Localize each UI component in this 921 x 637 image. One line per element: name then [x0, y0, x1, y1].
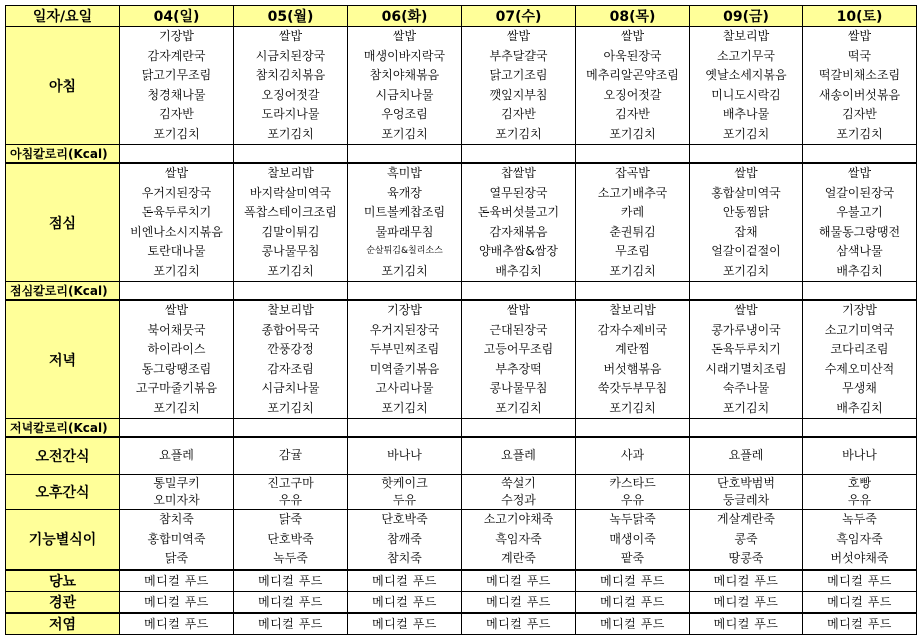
menu-cell [462, 475, 576, 510]
menu-item: 포기김치 [609, 400, 656, 415]
low-salt-row [6, 613, 917, 635]
menu-cell [348, 163, 462, 282]
menu-item: 감자채볶음 [489, 224, 548, 239]
menu-cell [576, 163, 690, 282]
menu-item: 감자수제비국 [597, 322, 668, 337]
menu-item: 단호박죽 [267, 531, 314, 546]
diet-cell: 메디컬 푸드 [234, 570, 348, 592]
menu-item: 감자계란국 [147, 48, 206, 63]
diet-cell: 메디컬 푸드 [690, 613, 803, 635]
menu-item: 시금치나물 [375, 87, 434, 102]
menu-item: 배추나물 [722, 107, 770, 121]
menu-item: 돈육두루치기 [141, 205, 212, 219]
menu-item: 닭고기무조림 [141, 68, 212, 82]
menu-item: 우거지된장국 [141, 185, 212, 200]
menu-item: 돈육버섯불고기 [477, 205, 560, 219]
menu-item: 김자반 [501, 107, 536, 121]
menu-item: 포기김치 [267, 400, 314, 415]
menu-cell [348, 437, 462, 475]
menu-item: 근대된장국 [489, 322, 548, 337]
menu-item: 우유 [620, 493, 645, 507]
menu-item: 닭죽 [164, 551, 189, 565]
menu-item: 코다리조림 [830, 342, 889, 356]
menu-item: 감자조림 [267, 361, 314, 376]
calorie-cell [234, 282, 348, 301]
menu-item: 땅콩죽 [728, 551, 764, 565]
menu-item: 쌀밥 [620, 29, 645, 43]
diet-cell: 메디컬 푸드 [348, 591, 462, 613]
menu-item: 얼갈이겉절이 [711, 244, 781, 258]
menu-item: 오미자차 [153, 493, 200, 507]
menu-item: 포기김치 [722, 126, 770, 141]
menu-item: 요플레 [159, 448, 194, 463]
menu-cell [576, 300, 690, 419]
header-row [6, 6, 917, 27]
menu-item: 흑미밥 [387, 166, 422, 180]
calorie-cell [462, 145, 576, 164]
menu-item: 흑임자죽 [495, 531, 542, 546]
menu-item: 홍합살미역국 [711, 185, 781, 200]
menu-item: 김자반 [615, 107, 650, 121]
menu-item: 쌀밥 [847, 29, 872, 43]
menu-item: 잡곡밥 [615, 166, 650, 180]
row-label: 저녁 [6, 300, 120, 419]
menu-item: 우유 [278, 493, 303, 507]
header-day: 08(목) [576, 6, 690, 27]
diet-cell: 메디컬 푸드 [803, 570, 917, 592]
menu-item: 순살튀김&칠리소스 [366, 246, 443, 256]
menu-item: 열무된장국 [489, 185, 548, 200]
menu-item: 녹두죽 [842, 512, 877, 526]
menu-item: 배추김치 [495, 263, 542, 278]
menu-item: 얼갈이된장국 [824, 185, 895, 200]
diet-cell: 메디컬 푸드 [690, 570, 803, 592]
menu-cell [120, 437, 234, 475]
menu-item: 두유 [392, 493, 417, 507]
menu-cell [576, 510, 690, 570]
menu-item: 부추장떡 [495, 361, 542, 376]
menu-item: 돈육두루치기 [711, 342, 781, 356]
header-day: 10(토) [803, 6, 917, 27]
menu-cell [120, 163, 234, 282]
menu-cell [234, 163, 348, 282]
menu-item: 참치김치볶음 [255, 68, 326, 82]
menu-item: 김말이튀김 [261, 224, 320, 239]
menu-item: 쑥갓두부무침 [597, 381, 668, 395]
menu-item: 김자반 [842, 107, 877, 121]
menu-item: 요플레 [728, 448, 764, 463]
dinner-calorie-row [6, 419, 917, 438]
menu-item: 참치죽 [387, 551, 422, 565]
menu-item: 종합어묵국 [261, 322, 320, 337]
diet-cell: 메디컬 푸드 [348, 570, 462, 592]
menu-item: 흑임자죽 [836, 531, 883, 546]
menu-cell [803, 27, 917, 145]
menu-item: 매생이바지락국 [363, 48, 446, 63]
menu-cell [348, 300, 462, 419]
diet-cell: 메디컬 푸드 [803, 591, 917, 613]
menu-item: 아욱된장국 [603, 48, 662, 63]
menu-item: 닭죽 [278, 512, 303, 526]
menu-item: 포기김치 [722, 263, 770, 278]
menu-item: 쌀밥 [847, 166, 872, 180]
menu-cell [803, 300, 917, 419]
menu-item: 떡갈비채소조림 [818, 68, 901, 82]
diet-cell: 메디컬 푸드 [234, 591, 348, 613]
menu-item: 콩나물무침 [261, 244, 320, 258]
menu-item: 진고구마 [267, 476, 314, 490]
menu-item: 숙주나물 [722, 381, 770, 395]
menu-item: 참치죽 [159, 512, 194, 526]
calorie-cell [234, 145, 348, 164]
menu-item: 쌀밥 [734, 166, 758, 180]
row-label: 당뇨 [6, 570, 120, 592]
menu-item: 카스타드 [609, 476, 656, 490]
menu-item: 김자반 [159, 107, 194, 121]
menu-cell [120, 510, 234, 570]
menu-cell [690, 475, 803, 510]
menu-item: 미역줄기볶음 [369, 361, 440, 376]
menu-cell [803, 163, 917, 282]
menu-item: 포기김치 [609, 126, 656, 141]
calorie-cell [462, 419, 576, 438]
menu-item: 포기김치 [381, 263, 428, 278]
menu-cell [576, 475, 690, 510]
menu-cell [234, 437, 348, 475]
menu-cell [234, 475, 348, 510]
menu-item: 비엔나소시지볶음 [130, 224, 223, 239]
header-day: 04(일) [120, 6, 234, 27]
menu-item: 쌀밥 [506, 29, 531, 43]
calorie-cell [690, 145, 803, 164]
diet-cell: 메디컬 푸드 [803, 613, 917, 635]
calorie-cell [690, 419, 803, 438]
menu-item: 포기김치 [722, 400, 770, 415]
menu-item: 토란대나물 [147, 244, 206, 258]
menu-item: 포기김치 [153, 263, 200, 278]
menu-item: 단호박죽 [381, 512, 428, 526]
row-label: 저녁칼로리(Kcal) [6, 419, 120, 438]
menu-cell [690, 510, 803, 570]
menu-item: 바지락살미역국 [249, 185, 332, 200]
menu-cell [690, 300, 803, 419]
row-label: 오전간식 [6, 437, 120, 475]
menu-item: 우거지된장국 [369, 322, 440, 337]
menu-cell [803, 437, 917, 475]
menu-item: 잡채 [734, 224, 758, 239]
menu-item: 호빵 [847, 476, 872, 490]
menu-item: 사과 [620, 448, 645, 463]
menu-item: 단호박범벅 [717, 476, 775, 490]
menu-item: 기장밥 [159, 29, 194, 43]
menu-item: 기장밥 [842, 303, 877, 317]
menu-item: 북어채뭇국 [147, 322, 206, 337]
menu-item: 핫케이크 [381, 476, 428, 490]
menu-cell [348, 27, 462, 145]
menu-item: 소고기무국 [717, 48, 775, 63]
menu-cell [576, 437, 690, 475]
calorie-cell [348, 145, 462, 164]
header-day: 06(화) [348, 6, 462, 27]
calorie-cell [234, 419, 348, 438]
menu-item: 카레 [620, 205, 645, 219]
menu-item: 부추달걀국 [489, 48, 548, 63]
breakfast-calorie-row [6, 145, 917, 164]
menu-item: 통밀쿠키 [153, 476, 200, 490]
calorie-cell [803, 145, 917, 164]
menu-item: 기장밥 [387, 303, 422, 317]
menu-item: 쌀밥 [164, 303, 189, 317]
calorie-cell [348, 419, 462, 438]
menu-item: 미니도시락김 [711, 87, 781, 102]
menu-cell [348, 475, 462, 510]
menu-item: 포기김치 [267, 263, 314, 278]
menu-item: 소고기미역국 [824, 322, 895, 337]
menu-item: 삼색나물 [836, 244, 883, 258]
calorie-cell [576, 145, 690, 164]
diet-cell: 메디컬 푸드 [576, 570, 690, 592]
menu-cell [803, 475, 917, 510]
lunch-calorie-row [6, 282, 917, 301]
menu-item: 참깨죽 [387, 531, 422, 546]
tube-feeding-row [6, 591, 917, 613]
menu-item: 시금치된장국 [255, 48, 326, 63]
menu-cell [462, 510, 576, 570]
pm-snack-row [6, 475, 917, 510]
menu-item: 하이라이스 [147, 342, 206, 356]
menu-item: 콩죽 [734, 531, 758, 546]
diabetes-row [6, 570, 917, 592]
menu-item: 홍합미역죽 [147, 531, 206, 546]
menu-cell [120, 475, 234, 510]
menu-item: 찹쌀밥 [501, 166, 536, 180]
menu-item: 떡국 [847, 48, 872, 63]
menu-item: 동그랑땡조림 [141, 361, 212, 376]
menu-item: 닭고기조림 [489, 68, 548, 82]
menu-item: 포기김치 [495, 126, 542, 141]
menu-item: 콩나물무침 [489, 381, 548, 395]
menu-item: 둥글레차 [722, 493, 770, 507]
menu-item: 감귤 [278, 448, 303, 463]
menu-item: 물파래무침 [375, 224, 434, 239]
menu-item: 콩가루냉이국 [711, 322, 781, 337]
menu-cell [803, 510, 917, 570]
menu-item: 팥죽 [620, 551, 645, 565]
menu-cell [120, 27, 234, 145]
menu-item: 시래기멸치조림 [705, 361, 787, 376]
menu-item: 메추리알곤약조림 [586, 68, 679, 82]
menu-item: 바나나 [387, 448, 422, 463]
lunch-row [6, 163, 917, 282]
menu-item: 쌀밥 [278, 29, 303, 43]
diet-cell: 메디컬 푸드 [462, 591, 576, 613]
menu-cell [120, 300, 234, 419]
diet-cell: 메디컬 푸드 [690, 591, 803, 613]
header-day: 09(금) [690, 6, 803, 27]
menu-cell [462, 163, 576, 282]
menu-item: 포기김치 [153, 400, 200, 415]
menu-item: 미트볼케찹조림 [363, 205, 446, 219]
menu-item: 찰보리밥 [267, 303, 314, 317]
diet-cell: 메디컬 푸드 [462, 613, 576, 635]
menu-item: 녹두닭죽 [609, 512, 656, 526]
menu-item: 새송이버섯볶음 [818, 87, 901, 102]
menu-item: 찰보리밥 [722, 29, 770, 43]
menu-cell [462, 300, 576, 419]
diet-cell: 메디컬 푸드 [120, 570, 234, 592]
menu-cell [234, 300, 348, 419]
menu-item: 수제오미산적 [824, 361, 895, 376]
header-day: 05(월) [234, 6, 348, 27]
menu-item: 쌀밥 [392, 29, 417, 43]
menu-item: 요플레 [501, 448, 536, 463]
menu-cell [690, 437, 803, 475]
menu-item: 버섯햄볶음 [603, 361, 662, 376]
menu-item: 춘권튀김 [609, 224, 656, 239]
menu-item: 고구마줄기볶음 [135, 381, 218, 395]
menu-item: 안동찜닭 [722, 205, 770, 219]
menu-item: 오징어젓갈 [261, 87, 320, 102]
calorie-cell [120, 145, 234, 164]
menu-item: 무조림 [615, 244, 650, 258]
menu-item: 쌀밥 [164, 166, 189, 180]
am-snack-row [6, 437, 917, 475]
menu-item: 쑥설기 [501, 476, 536, 490]
diet-cell: 메디컬 푸드 [348, 613, 462, 635]
diet-cell: 메디컬 푸드 [120, 591, 234, 613]
menu-item: 포기김치 [381, 126, 428, 141]
menu-item: 옛날소세지볶음 [705, 68, 787, 82]
diet-cell: 메디컬 푸드 [234, 613, 348, 635]
dinner-row [6, 300, 917, 419]
menu-item: 포기김치 [381, 400, 428, 415]
menu-item: 찰보리밥 [609, 303, 656, 317]
row-label: 저염 [6, 613, 120, 635]
row-label: 경관 [6, 591, 120, 613]
menu-item: 포기김치 [495, 400, 542, 415]
menu-cell [462, 437, 576, 475]
menu-cell [234, 27, 348, 145]
calorie-cell [690, 282, 803, 301]
row-label: 아침 [6, 27, 120, 145]
breakfast-row [6, 27, 917, 145]
menu-item: 찰보리밥 [267, 166, 314, 180]
menu-item: 포기김치 [609, 263, 656, 278]
row-label: 점심 [6, 163, 120, 282]
menu-item: 소고기야채죽 [483, 512, 554, 526]
menu-item: 수정과 [501, 493, 536, 507]
menu-item: 우불고기 [836, 205, 883, 219]
menu-item: 바나나 [842, 448, 877, 463]
menu-cell [576, 27, 690, 145]
menu-item: 양배추쌈&쌈장 [479, 244, 558, 258]
calorie-cell [120, 282, 234, 301]
row-label: 아침칼로리(Kcal) [6, 145, 120, 164]
menu-item: 버섯야채죽 [830, 551, 889, 565]
menu-cell [348, 510, 462, 570]
menu-item: 배추김치 [836, 400, 883, 415]
special-diet-row [6, 510, 917, 570]
menu-item: 고사리나물 [375, 381, 434, 395]
menu-item: 도라지나물 [261, 107, 320, 121]
menu-item: 계란죽 [501, 551, 536, 565]
diet-cell: 메디컬 푸드 [120, 613, 234, 635]
menu-item: 오징어젓갈 [603, 87, 662, 102]
weekly-menu-table [5, 5, 917, 635]
row-label: 오후간식 [6, 475, 120, 510]
menu-item: 우유 [847, 493, 872, 507]
menu-item: 게살계란죽 [717, 512, 775, 526]
menu-item: 계란찜 [615, 342, 650, 356]
menu-cell [462, 27, 576, 145]
menu-item: 두부민찌조림 [369, 342, 440, 356]
menu-item: 무생채 [842, 381, 877, 395]
menu-item: 우엉조림 [381, 107, 428, 121]
calorie-cell [462, 282, 576, 301]
menu-cell [690, 163, 803, 282]
menu-item: 배추김치 [836, 263, 883, 278]
diet-cell: 메디컬 푸드 [576, 613, 690, 635]
menu-item: 청경채나물 [147, 87, 206, 102]
calorie-cell [576, 282, 690, 301]
menu-item: 육개장 [387, 185, 422, 200]
menu-item: 해물동그랑땡전 [818, 224, 901, 239]
menu-item: 포기김치 [153, 126, 200, 141]
menu-item: 쌀밥 [506, 303, 531, 317]
diet-cell: 메디컬 푸드 [462, 570, 576, 592]
header-day: 07(수) [462, 6, 576, 27]
menu-item: 포기김치 [267, 126, 314, 141]
diet-cell: 메디컬 푸드 [576, 591, 690, 613]
menu-item: 깐풍강정 [267, 342, 314, 356]
menu-item: 소고기배추국 [597, 185, 668, 200]
menu-item: 포기김치 [836, 126, 883, 141]
menu-item: 참치야채볶음 [369, 68, 440, 82]
menu-item: 깻잎지부침 [489, 87, 548, 102]
header-corner: 일자/요일 [6, 6, 120, 27]
row-label: 기능별식이 [6, 510, 120, 570]
row-label: 점심칼로리(Kcal) [6, 282, 120, 301]
calorie-cell [348, 282, 462, 301]
menu-cell [690, 27, 803, 145]
calorie-cell [803, 419, 917, 438]
calorie-cell [120, 419, 234, 438]
menu-item: 폭찹스테이크조림 [244, 205, 337, 219]
menu-item: 쌀밥 [734, 303, 758, 317]
menu-item: 매생이죽 [609, 531, 656, 546]
calorie-cell [576, 419, 690, 438]
menu-cell [234, 510, 348, 570]
menu-item: 고등어무조림 [483, 342, 554, 356]
menu-item: 녹두죽 [273, 551, 308, 565]
calorie-cell [803, 282, 917, 301]
menu-item: 시금치나물 [261, 381, 320, 395]
